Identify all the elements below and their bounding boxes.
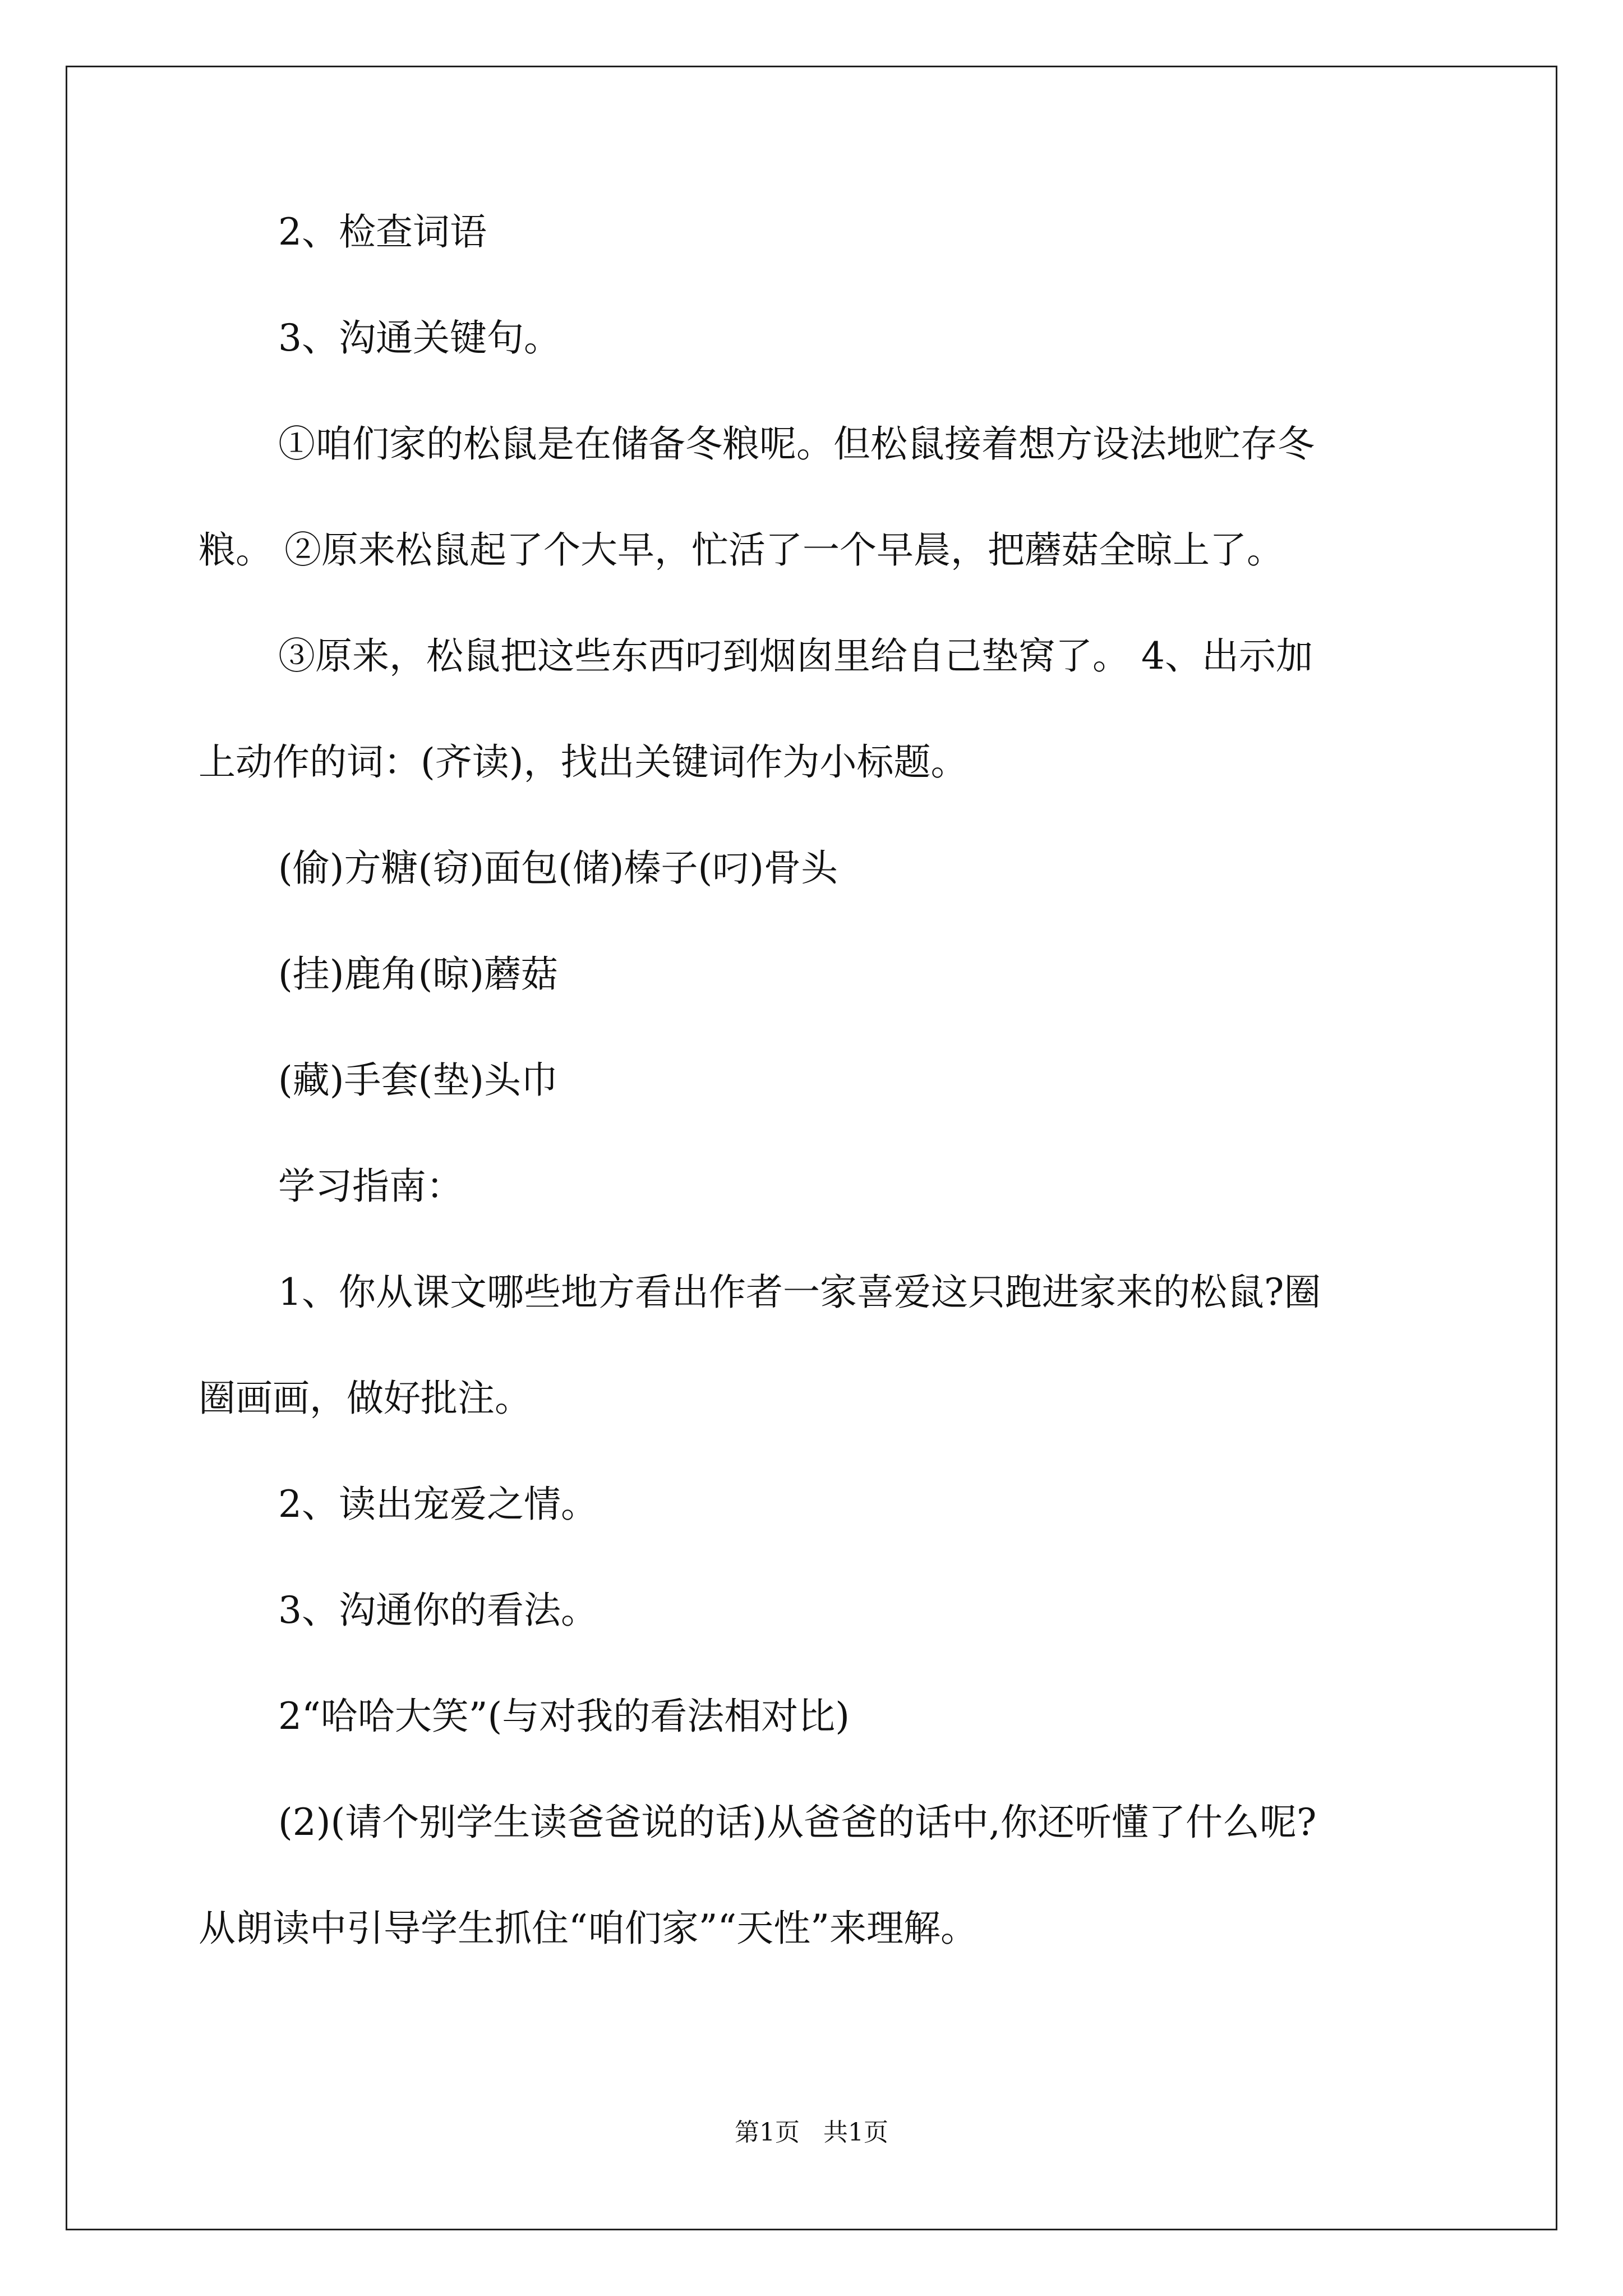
paragraph-12: 2“哈哈大笑”(与对我的看法相对比) <box>278 1695 850 1738</box>
paragraph-13: (2)(请个别学生读爸爸说的话)从爸爸的话中,你还听懂了什么呢? <box>278 1801 1317 1844</box>
page-number: 第1页 共1页 <box>735 2118 888 2147</box>
paragraph-3-cont: 粮。 ②原来松鼠起了个大早，忙活了一个早晨，把蘑菇全晾上了。 <box>199 528 1284 572</box>
paragraph-4: ③原来，松鼠把这些东西叼到烟囱里给自己垫窝了。 4、出示加 <box>278 634 1313 678</box>
paragraph-9-cont: 圈画画，做好批注。 <box>199 1377 532 1420</box>
paragraph-4-cont: 上动作的词：(齐读)，找出关键词作为小标题。 <box>199 740 968 784</box>
paragraph-1: 2、检查词语 <box>278 210 487 254</box>
paragraph-3: ①咱们家的松鼠是在储备冬粮呢。但松鼠接着想方设法地贮存冬 <box>278 422 1315 466</box>
paragraph-11: 3、沟通你的看法。 <box>278 1589 598 1632</box>
paragraph-2: 3、沟通关键句。 <box>278 316 561 360</box>
page-footer <box>0 2116 1623 2150</box>
paragraph-8: 学习指南： <box>278 1165 463 1208</box>
paragraph-6: (挂)鹿角(晾)蘑菇 <box>278 953 558 996</box>
paragraph-13-cont: 从朗读中引导学生抓住“咱们家”“天性”来理解。 <box>199 1907 978 1950</box>
paragraph-9: 1、你从课文哪些地方看出作者一家喜爱这只跑进家来的松鼠?圈 <box>278 1271 1321 1314</box>
paragraph-7: (藏)手套(垫)头巾 <box>278 1059 558 1102</box>
paragraph-10: 2、读出宠爱之情。 <box>278 1483 598 1526</box>
paragraph-5: (偷)方糖(窃)面包(储)榛子(叼)骨头 <box>278 846 838 890</box>
